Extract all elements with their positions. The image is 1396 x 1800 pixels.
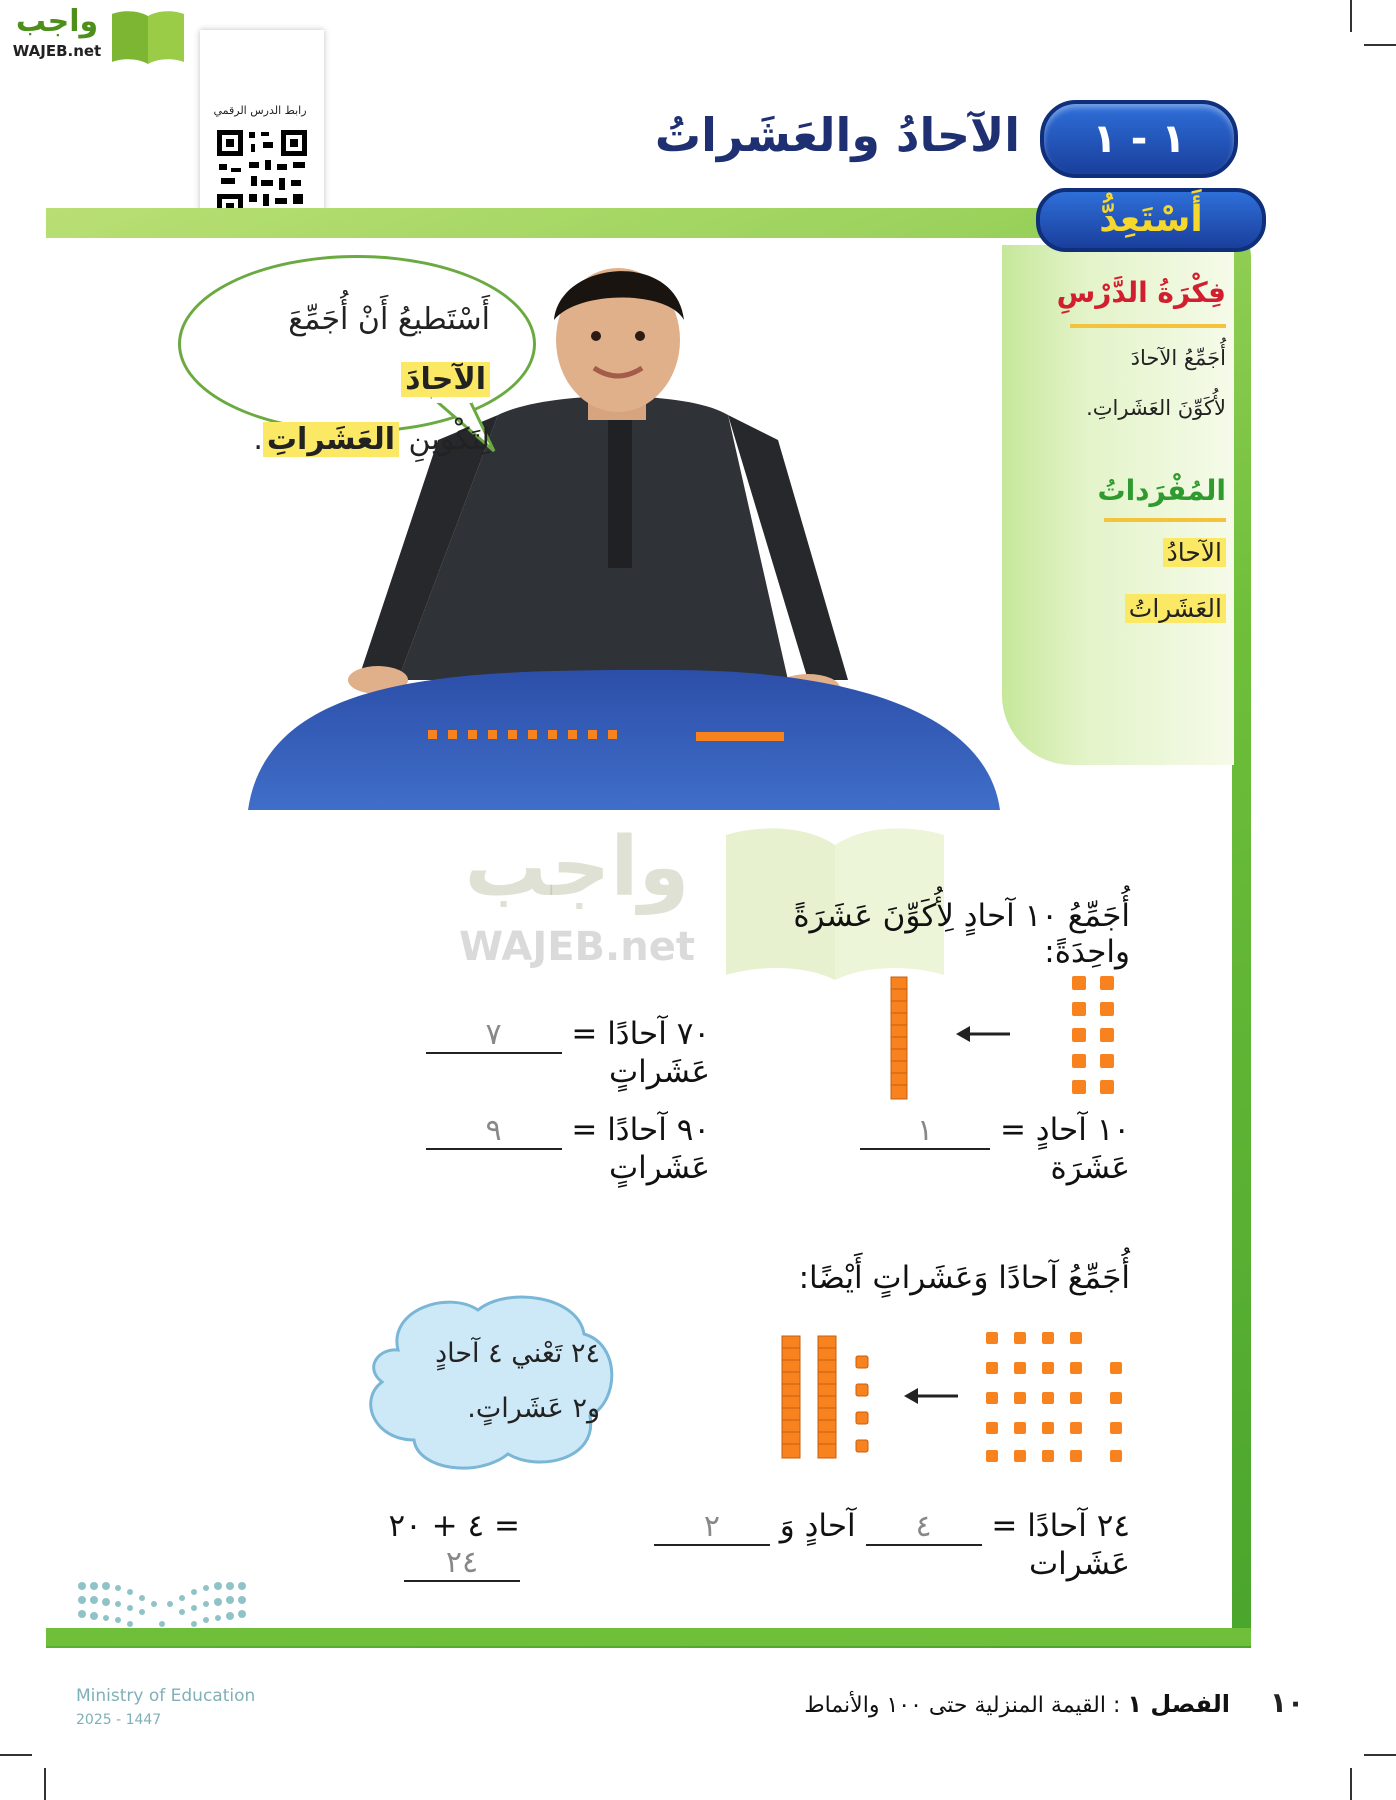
answer-blank[interactable]: ٤ [866, 1508, 982, 1546]
vocab-item: العَشَراتُ [1090, 594, 1226, 623]
answer-blank[interactable]: ٢ [654, 1508, 770, 1546]
answer-blank[interactable]: ٩ [426, 1112, 562, 1150]
heading-underline [1070, 324, 1226, 328]
ten-rod-block [890, 976, 908, 1100]
instruction-1: أُجَمِّعُ ١٠ آحادٍ لِأُكَوِّنَ عَشَرَةً واحِدَةً: [793, 898, 1130, 970]
heading-underline [1104, 518, 1226, 522]
equation-ninety: ٩٠ آحادًا = ٩ عَشَراتٍ [330, 1112, 710, 1186]
watermark-subtext: WAJEB.net [459, 924, 695, 970]
answer-blank[interactable]: ٧ [426, 1016, 562, 1054]
logo-subtext: WAJEB.net [12, 42, 102, 60]
prepare-label: أَسْتَعِدُّ [1099, 199, 1203, 240]
twenty-four-ones-blocks [984, 1330, 1126, 1464]
vocab-item: الآحادُ [1110, 538, 1226, 567]
crop-mark [1350, 1768, 1352, 1800]
lesson-title: الآحادُ والعَشَراتُ [654, 108, 1020, 162]
answer-blank[interactable]: ١ [860, 1112, 990, 1150]
watermark-text: واجب [464, 820, 690, 915]
crop-mark [1364, 1754, 1396, 1756]
instruction-2: أُجَمِّعُ آحادًا وَعَشَراتٍ أَيْضًا: [798, 1260, 1130, 1296]
chapter-title: : القيمة المنزلية حتى ١٠٠ والأنماط [804, 1693, 1121, 1718]
ministry-name: Ministry of Education [76, 1686, 256, 1706]
speech-bubble-text [190, 290, 490, 470]
equation-seventy: ٧٠ آحادًا = ٧ عَشَراتٍ [330, 1016, 710, 1090]
bubble-line: لِتَكْوينِ العَشَراتِ. [253, 422, 490, 457]
lesson-idea-line: أُجَمِّعُ الآحادَ [1130, 346, 1226, 370]
bubble-line: أَسْتَطيعُ أَنْ أُجَمِّعَ الآحادَ [288, 302, 490, 397]
logo-text[interactable]: واجب [15, 4, 99, 39]
cloud-text [390, 1326, 600, 1436]
vocabulary-heading: المُفْرَداتُ [1097, 474, 1226, 507]
crop-mark [1350, 0, 1352, 32]
ministry-year: 2025 - 1447 [76, 1712, 162, 1728]
chapter-label: الفصل ١ [1127, 1690, 1230, 1718]
ten-ones-blocks [1072, 976, 1120, 1100]
lesson-number: ١ - ١ [1092, 116, 1186, 162]
answer-blank[interactable]: ٢٤ [404, 1544, 520, 1582]
crop-mark [44, 1768, 46, 1800]
crop-mark [0, 1754, 32, 1756]
equation-ones-to-ten: ١٠ آحادٍ = ١ عَشَرَة [780, 1112, 1130, 1186]
lesson-idea-heading: فِكْرَةُ الدَّرْسِ [1056, 276, 1226, 309]
equation-twenty-four: ٢٤ آحادًا = ٤ آحادٍ وَ ٢ عَشَرات [560, 1508, 1130, 1582]
prepare-badge [1036, 188, 1266, 252]
crop-mark [1364, 44, 1396, 46]
lesson-idea-line: لأُكَوِّنَ العَشَراتِ. [1086, 396, 1226, 420]
chapter-footer [700, 1690, 1230, 1718]
arrow-left-icon [904, 1386, 960, 1406]
cloud-line: ٢٤ تَعْني ٤ آحادٍ [435, 1338, 600, 1369]
ministry-logo-icon [76, 1580, 248, 1640]
arrow-left-icon [956, 1024, 1012, 1044]
cloud-line: و٢ عَشَراتٍ. [467, 1393, 600, 1424]
lesson-number-badge [1040, 100, 1238, 178]
equation-sum: ٤ + ٢٠ = ٢٤ [388, 1508, 520, 1580]
page-number: ١٠ [1269, 1686, 1305, 1719]
book-logo-icon [108, 6, 188, 66]
qr-label: رابط الدرس الرقمي [213, 104, 307, 117]
two-tens-and-four-ones-blocks [780, 1334, 876, 1460]
